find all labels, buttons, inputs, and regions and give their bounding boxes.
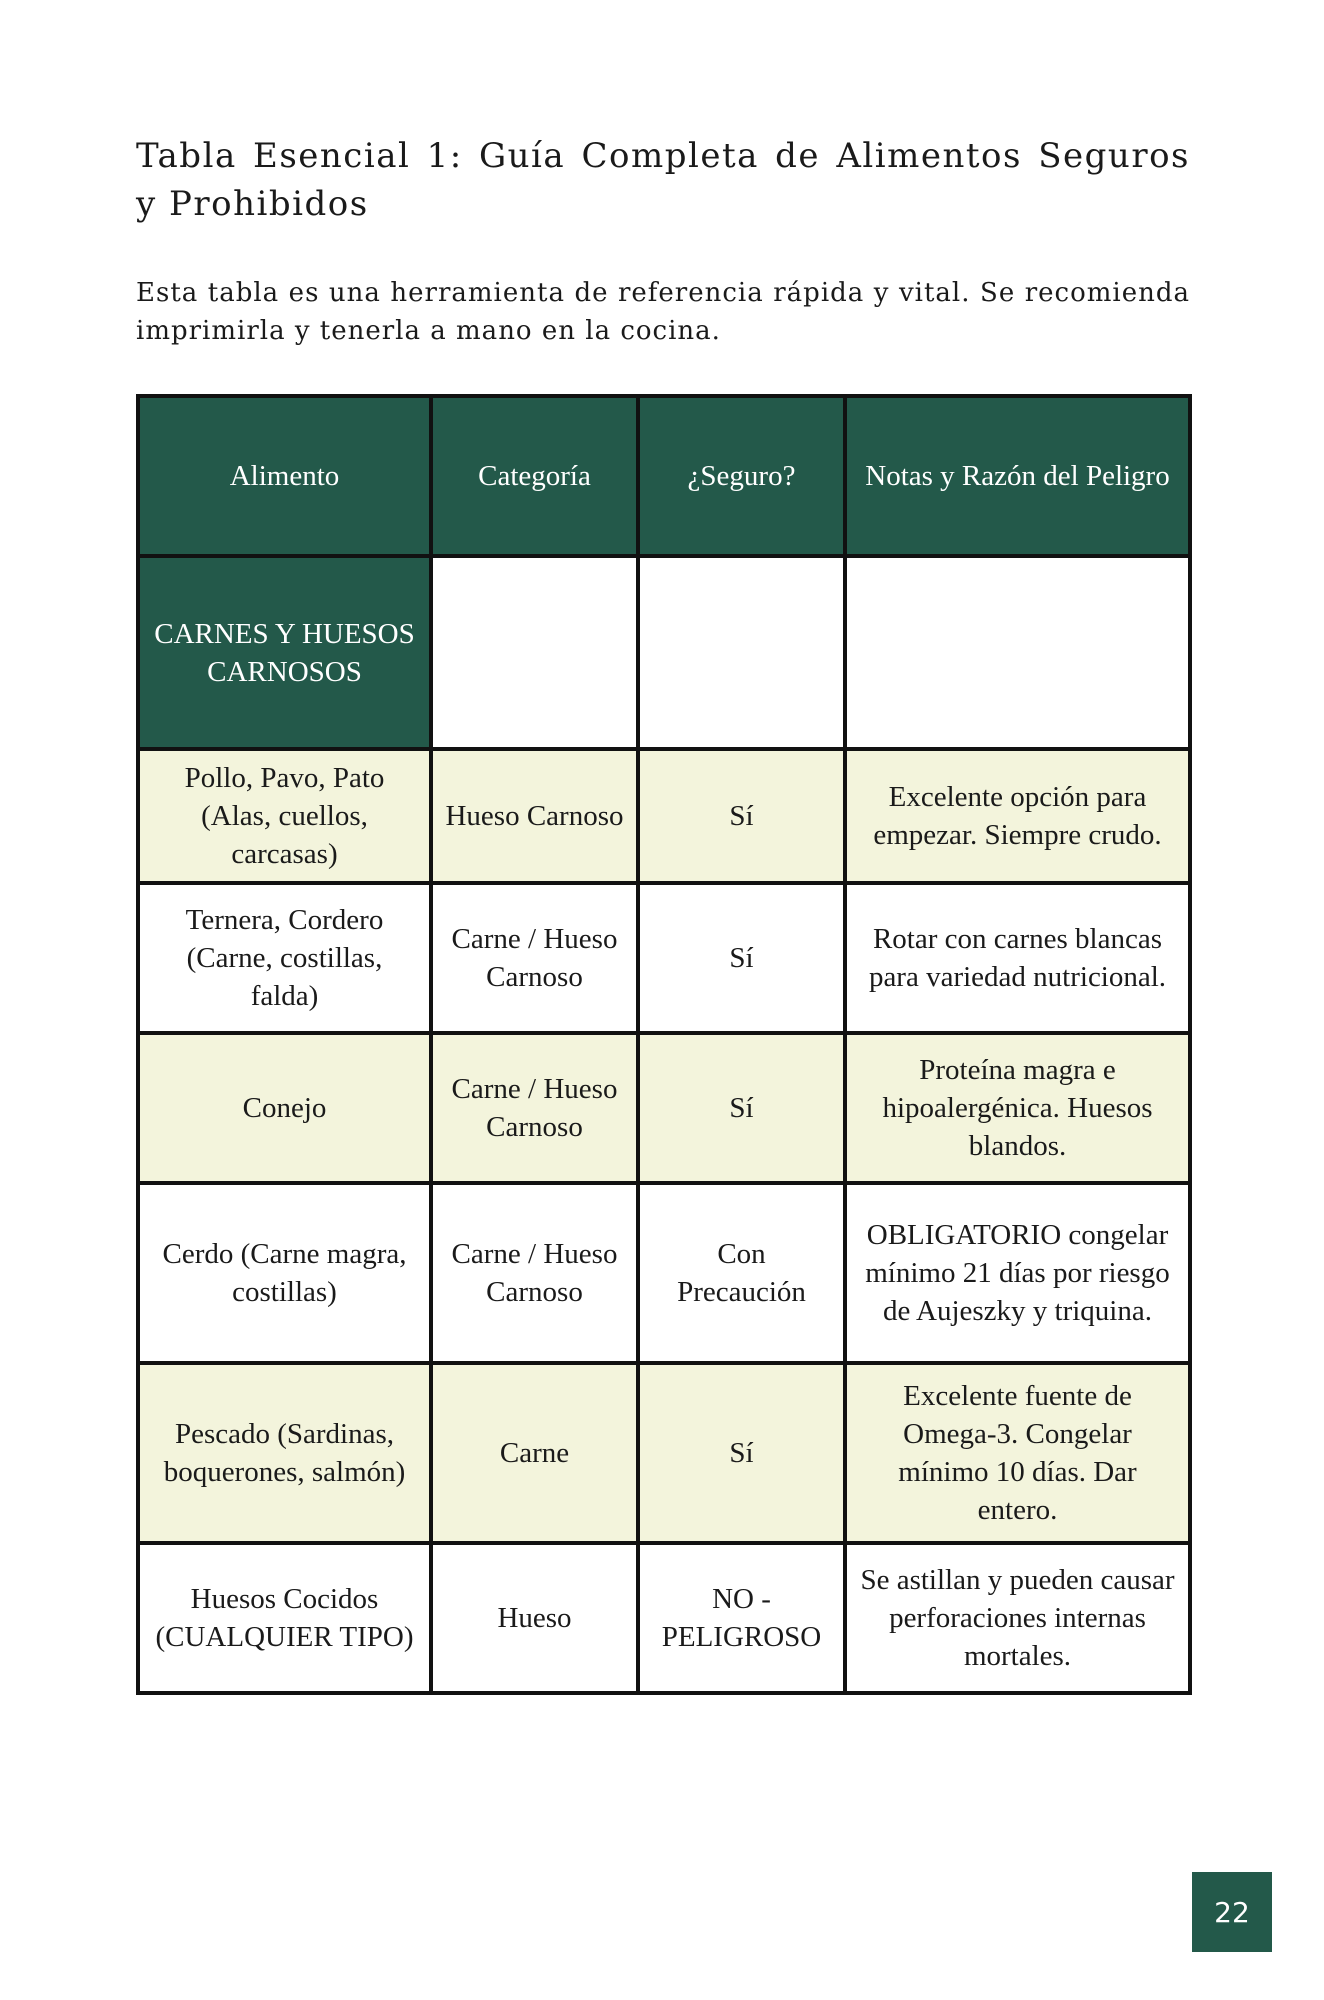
cell-category: Carne / Hueso Carnoso — [431, 883, 638, 1033]
cell-food: Ternera, Cordero (Carne, costillas, falda) — [138, 883, 431, 1033]
cell-notes: Se astillan y pueden causar perforaciones internas mortales. — [845, 1543, 1190, 1693]
section-row — [138, 556, 1190, 749]
cell-category: Carne / Hueso Carnoso — [431, 1033, 638, 1183]
header-food: Alimento — [138, 396, 431, 556]
header-notes: Notas y Razón del Peligro — [845, 396, 1190, 556]
cell-notes: OBLIGATORIO congelar mínimo 21 días por riesgo de Aujeszky y triquina. — [845, 1183, 1190, 1363]
table-row — [138, 749, 1190, 883]
cell-food: Huesos Cocidos (CUALQUIER TIPO) — [138, 1543, 431, 1693]
cell-notes: Excelente opción para empezar. Siempre crudo. — [845, 749, 1190, 883]
cell-safe: Sí — [638, 1363, 845, 1543]
cell-safe: NO - PELIGROSO — [638, 1543, 845, 1693]
cell-safe: Sí — [638, 883, 845, 1033]
header-category: Categoría — [431, 396, 638, 556]
cell-category: Carne / Hueso Carnoso — [431, 1183, 638, 1363]
food-safety-table — [136, 394, 1192, 1695]
cell-safe: Sí — [638, 1033, 845, 1183]
cell-notes: Rotar con carnes blancas para variedad nutricional. — [845, 883, 1190, 1033]
section-label: CARNES Y HUESOS CARNOSOS — [138, 556, 431, 749]
section-empty-cell — [431, 556, 638, 749]
table-row — [138, 1363, 1190, 1543]
cell-food: Cerdo (Carne magra, costillas) — [138, 1183, 431, 1363]
section-empty-cell — [845, 556, 1190, 749]
table-row — [138, 1543, 1190, 1693]
table-header-row — [138, 396, 1190, 556]
section-empty-cell — [638, 556, 845, 749]
intro-paragraph: Esta tabla es una herramienta de referencia rápida y vital. Se recomienda imprimirla y tenerla a mano en la cocina. — [136, 278, 1190, 346]
table-row — [138, 1033, 1190, 1183]
cell-category: Hueso — [431, 1543, 638, 1693]
page-number: 22 — [1192, 1872, 1272, 1952]
cell-notes: Proteína magra e hipoalergénica. Huesos blandos. — [845, 1033, 1190, 1183]
header-safe: ¿Seguro? — [638, 396, 845, 556]
table-row — [138, 1183, 1190, 1363]
page-title: Tabla Esencial 1: Guía Completa de Alimentos Seguros y Prohibidos — [136, 136, 1190, 224]
cell-notes: Excelente fuente de Omega-3. Congelar mínimo 10 días. Dar entero. — [845, 1363, 1190, 1543]
cell-food: Conejo — [138, 1033, 431, 1183]
table-row — [138, 883, 1190, 1033]
cell-safe: Con Precaución — [638, 1183, 845, 1363]
cell-food: Pollo, Pavo, Pato (Alas, cuellos, carcasas) — [138, 749, 431, 883]
cell-category: Hueso Carnoso — [431, 749, 638, 883]
cell-food: Pescado (Sardinas, boquerones, salmón) — [138, 1363, 431, 1543]
cell-safe: Sí — [638, 749, 845, 883]
cell-category: Carne — [431, 1363, 638, 1543]
